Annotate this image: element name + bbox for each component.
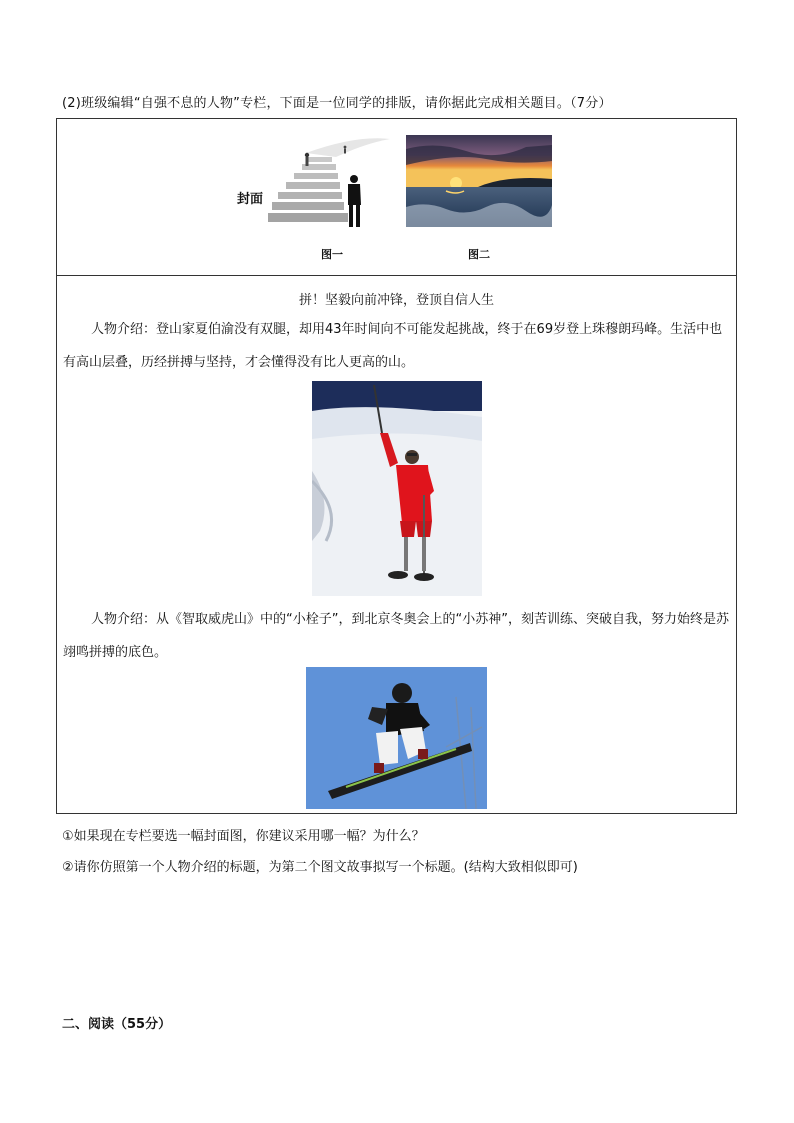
sunset-sea-photo <box>406 135 552 227</box>
snowboarder-photo <box>306 667 487 809</box>
section-heading: 二、阅读（55分） <box>62 1017 172 1032</box>
story-title: 拼！坚毅向前冲锋，登顶自信人生 <box>298 293 494 308</box>
cover-label: 封面 <box>237 192 264 207</box>
sub-question-2: ②请你仿照第一个人物介绍的标题，为第二个图文故事拟写一个标题。(结构大致相似即可) <box>62 860 578 875</box>
intro1-text: 人物介绍：登山家夏伯渝没有双腿，却用43年时间向不可能发起挑战，终于在69岁登上珠穆朗玛峰。生活中也有高山层叠，历经拼搏与坚持，才会懂得没有比人更高的山。 <box>63 322 723 370</box>
staircase-figure <box>266 133 392 229</box>
intro-paragraph-2 <box>63 603 731 669</box>
question-prompt: (2)班级编辑“自强不息的人物”专栏，下面是一位同学的排版，请你据此完成相关题目。（7分） <box>62 96 612 111</box>
table-divider <box>56 275 737 276</box>
intro2-text: 人物介绍：从《智取威虎山》中的“小栓子”，到北京冬奥会上的“小苏神”，刻苦训练、突破自我，努力始终是苏翊鸣拼搏的底色。 <box>63 612 729 660</box>
figure1-caption: 图一 <box>321 248 343 261</box>
figure2-caption: 图二 <box>468 248 490 261</box>
mountaineer-photo <box>312 381 482 596</box>
sub-question-1: ①如果现在专栏要选一幅封面图，你建议采用哪一幅？为什么？ <box>62 829 425 844</box>
intro-paragraph-1 <box>63 313 731 379</box>
